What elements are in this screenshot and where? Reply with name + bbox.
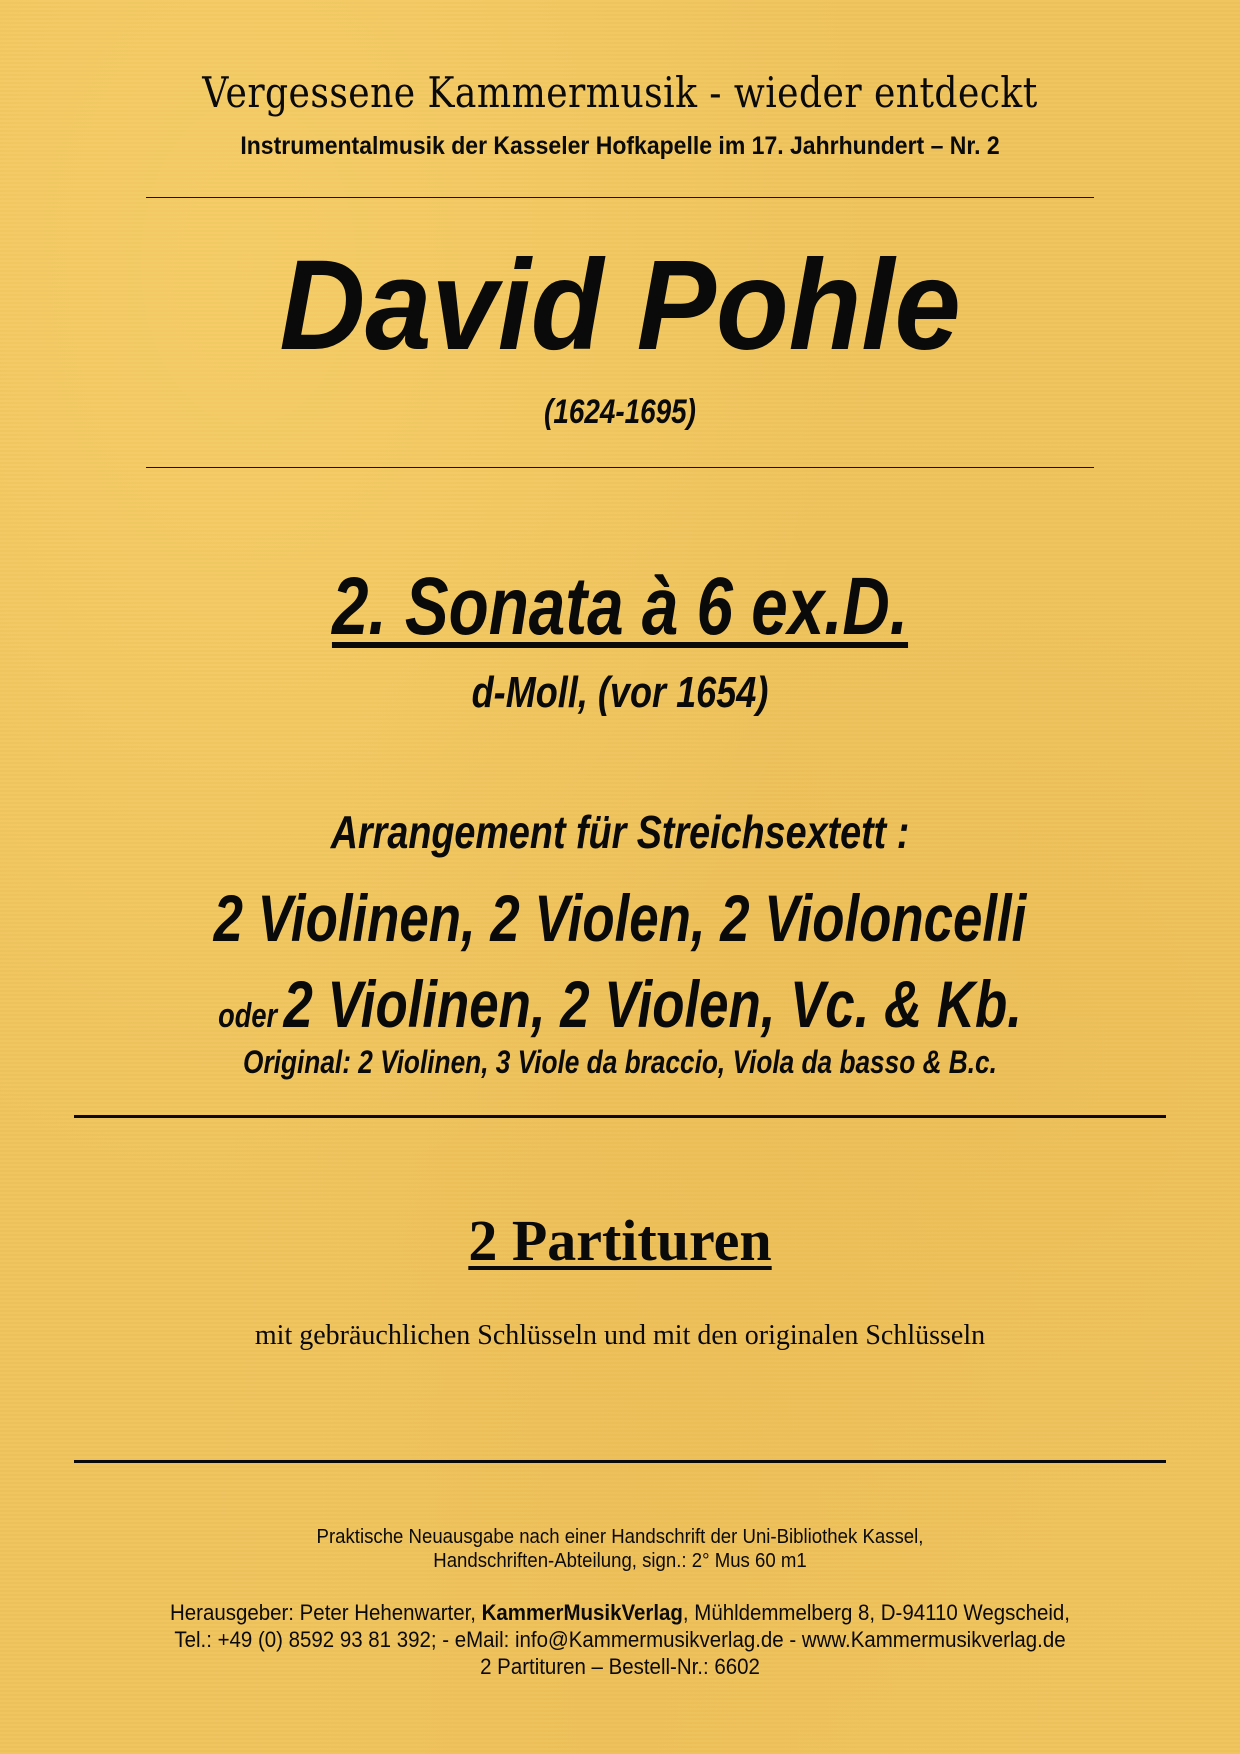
section-divider-top xyxy=(74,1115,1166,1118)
scores-title-text: 2 Partituren xyxy=(468,1208,772,1273)
work-title xyxy=(124,561,1116,652)
original-instrumentation-note: Original: 2 Violinen, 3 Viole da braccio, Viola da basso & B.c. xyxy=(243,1044,997,1080)
scores-note: mit gebräuchlichen Schlüsseln und mit den originalen Schlüsseln xyxy=(254,1320,986,1351)
arrangement-label: Arrangement für Streichsextett : xyxy=(330,806,910,858)
instrumentation-alternative xyxy=(124,966,1116,1042)
order-line: 2 Partituren – Bestell-Nr.: 6602 xyxy=(480,1654,760,1679)
series-subtitle: Instrumentalmusik der Kasseler Hofkapelle im 17. Jahrhundert – Nr. 2 xyxy=(240,132,1000,160)
publisher-address: , Mühldemmelberg 8, D-94110 Wegscheid, xyxy=(682,1600,1070,1625)
instrumentation-primary: 2 Violinen, 2 Violen, 2 Violoncelli xyxy=(213,881,1027,955)
publisher-name: KammerMusikVerlag xyxy=(481,1600,683,1625)
header-divider xyxy=(146,197,1094,198)
publisher-line xyxy=(43,1600,1196,1626)
work-title-text: 2. Sonata à 6 ex.D. xyxy=(331,561,909,652)
composer-name: David Pohle xyxy=(279,234,961,377)
scores-title xyxy=(0,1208,1240,1273)
instrumentation-alternative-text: 2 Violinen, 2 Violen, Vc. & Kb. xyxy=(283,967,1022,1041)
work-key-date: d-Moll, (vor 1654) xyxy=(471,668,769,717)
section-divider-bottom xyxy=(74,1460,1166,1463)
source-line-1: Praktische Neuausgabe nach einer Handschrift der Uni-Bibliothek Kassel, xyxy=(316,1526,924,1548)
composer-dates: (1624-1695) xyxy=(544,393,696,431)
source-line-2: Handschriften-Abteilung, sign.: 2° Mus 60 m1 xyxy=(433,1550,807,1572)
series-title: Vergessene Kammermusik - wieder entdeckt xyxy=(202,68,1038,117)
composer-divider xyxy=(146,467,1094,468)
contact-line: Tel.: +49 (0) 8592 93 81 392; - eMail: info@Kammermusikverlag.de - www.Kammermusikverlag.de xyxy=(174,1627,1066,1652)
publisher-prefix: Herausgeber: Peter Hehenwarter, xyxy=(170,1600,482,1625)
alternative-prefix: oder xyxy=(218,997,278,1035)
